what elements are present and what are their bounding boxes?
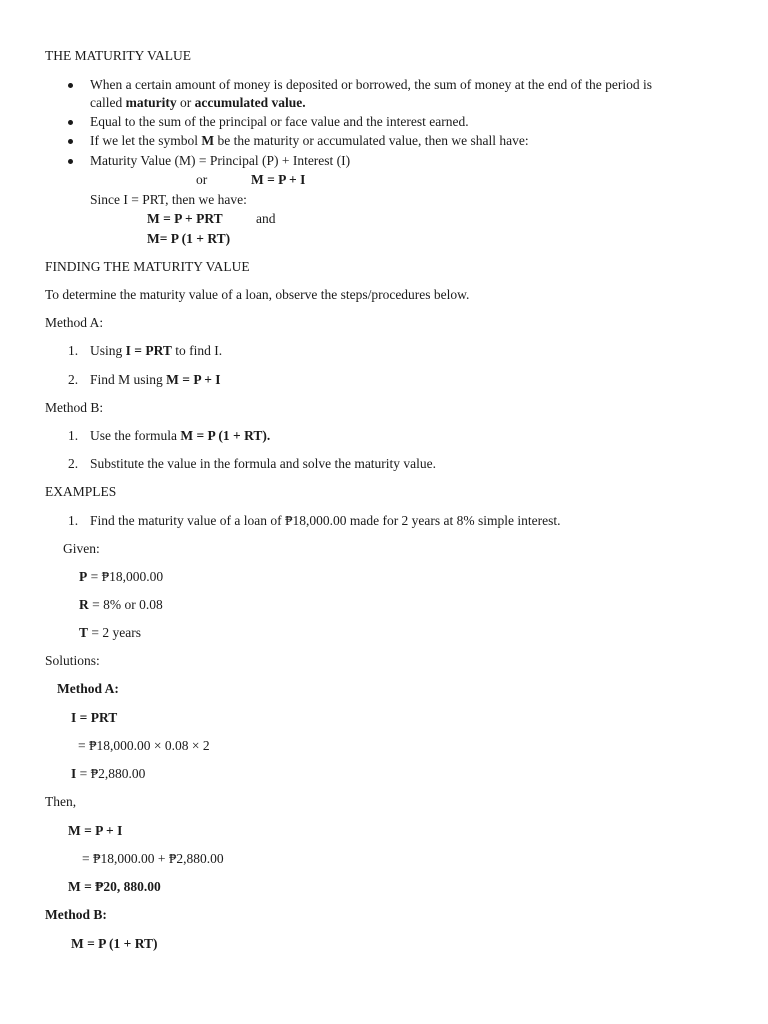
method-a-label: Method A: — [45, 315, 104, 330]
symbol-i: I — [71, 766, 77, 781]
method-a-step-1 — [90, 343, 222, 359]
method-a-step-2 — [90, 372, 221, 388]
method-b-label: Method B: — [45, 400, 104, 415]
list-number: 1. — [68, 513, 79, 528]
result-value: = ₱2,880.00 — [76, 766, 146, 781]
bullet-1-or: or — [176, 95, 195, 110]
intro-text: To determine the maturity value of a loan, observe the steps/procedures below. — [45, 287, 470, 302]
bullet-marker — [68, 139, 73, 144]
bullet-2: Equal to the sum of the principal or face value and the interest earned. — [90, 114, 469, 129]
symbol-r: R — [79, 597, 89, 612]
bullet-1-text: called — [90, 95, 126, 110]
method-b-step-2: Substitute the value in the formula and solve the maturity value. — [90, 456, 437, 471]
term-accumulated-value: accumulated value. — [194, 95, 306, 110]
bullet-marker — [68, 120, 73, 125]
list-number: 2. — [68, 372, 79, 387]
list-number: 2. — [68, 456, 79, 471]
given-rate — [79, 597, 163, 613]
solution-a-substitution: = ₱18,000.00 × 0.08 × 2 — [78, 738, 210, 753]
formula-m-p-prt: M = P + PRT — [147, 211, 223, 226]
given-value: = ₱18,000.00 — [87, 569, 164, 584]
solution-then-substitution: = ₱18,000.00 + ₱2,880.00 — [82, 851, 224, 866]
bullet-1-line-2 — [90, 95, 306, 111]
symbol-t: T — [79, 625, 89, 640]
heading-maturity-value: THE MATURITY VALUE — [45, 48, 191, 63]
symbol-m: M — [201, 133, 215, 148]
given-value: = 2 years — [88, 625, 141, 640]
step-text: to find I. — [171, 343, 223, 358]
solution-then-formula: M = P + I — [68, 823, 123, 838]
example-1-problem: Find the maturity value of a loan of ₱18,000.00 made for 2 years at 8% simple interest. — [90, 513, 561, 528]
term-maturity: maturity — [125, 95, 177, 110]
list-number: 1. — [68, 343, 79, 358]
formula-m-p-1-rt: M= P (1 + RT) — [147, 231, 231, 246]
formula-m-p-1-rt: M = P (1 + RT). — [180, 428, 271, 443]
step-text: Using — [90, 343, 126, 358]
then-label: Then, — [45, 794, 77, 809]
bullet-1-line-1: When a certain amount of money is deposited or borrowed, the sum of money at the end of the period is — [90, 77, 652, 92]
step-text: Use the formula — [90, 428, 181, 443]
bullet-3-post: be the maturity or accumulated value, then we shall have: — [214, 133, 529, 148]
list-number: 1. — [68, 428, 79, 443]
solution-b-formula: M = P (1 + RT) — [71, 936, 158, 951]
given-value: = 8% or 0.08 — [88, 597, 163, 612]
since-line: Since I = PRT, then we have: — [90, 192, 247, 207]
solutions-label: Solutions: — [45, 653, 100, 668]
solution-a-formula: I = PRT — [71, 710, 118, 725]
formula-m-equals-p-plus-i: M = P + I — [251, 172, 306, 187]
bullet-marker — [68, 159, 73, 164]
bullet-marker — [68, 83, 73, 88]
step-text: Find M using — [90, 372, 167, 387]
formula-or: or — [196, 172, 208, 187]
solution-then-result: M = ₱20, 880.00 — [68, 879, 161, 894]
bullet-3-pre: If we let the symbol — [90, 133, 202, 148]
bullet-3 — [90, 133, 529, 149]
symbol-p: P — [79, 569, 88, 584]
method-b-step-1 — [90, 428, 270, 444]
formula-m-p-i: M = P + I — [166, 372, 221, 387]
bullet-4: Maturity Value (M) = Principal (P) + Interest (I) — [90, 153, 351, 168]
formula-i-prt: I = PRT — [125, 343, 172, 358]
formula-and: and — [256, 211, 276, 226]
given-label: Given: — [63, 541, 100, 556]
solution-method-a-label: Method A: — [57, 681, 119, 696]
given-principal — [79, 569, 163, 585]
solution-a-result — [71, 766, 145, 782]
solution-method-b-label: Method B: — [45, 907, 107, 922]
heading-examples: EXAMPLES — [45, 484, 117, 499]
heading-finding-maturity-value: FINDING THE MATURITY VALUE — [45, 259, 250, 274]
given-time — [79, 625, 141, 641]
